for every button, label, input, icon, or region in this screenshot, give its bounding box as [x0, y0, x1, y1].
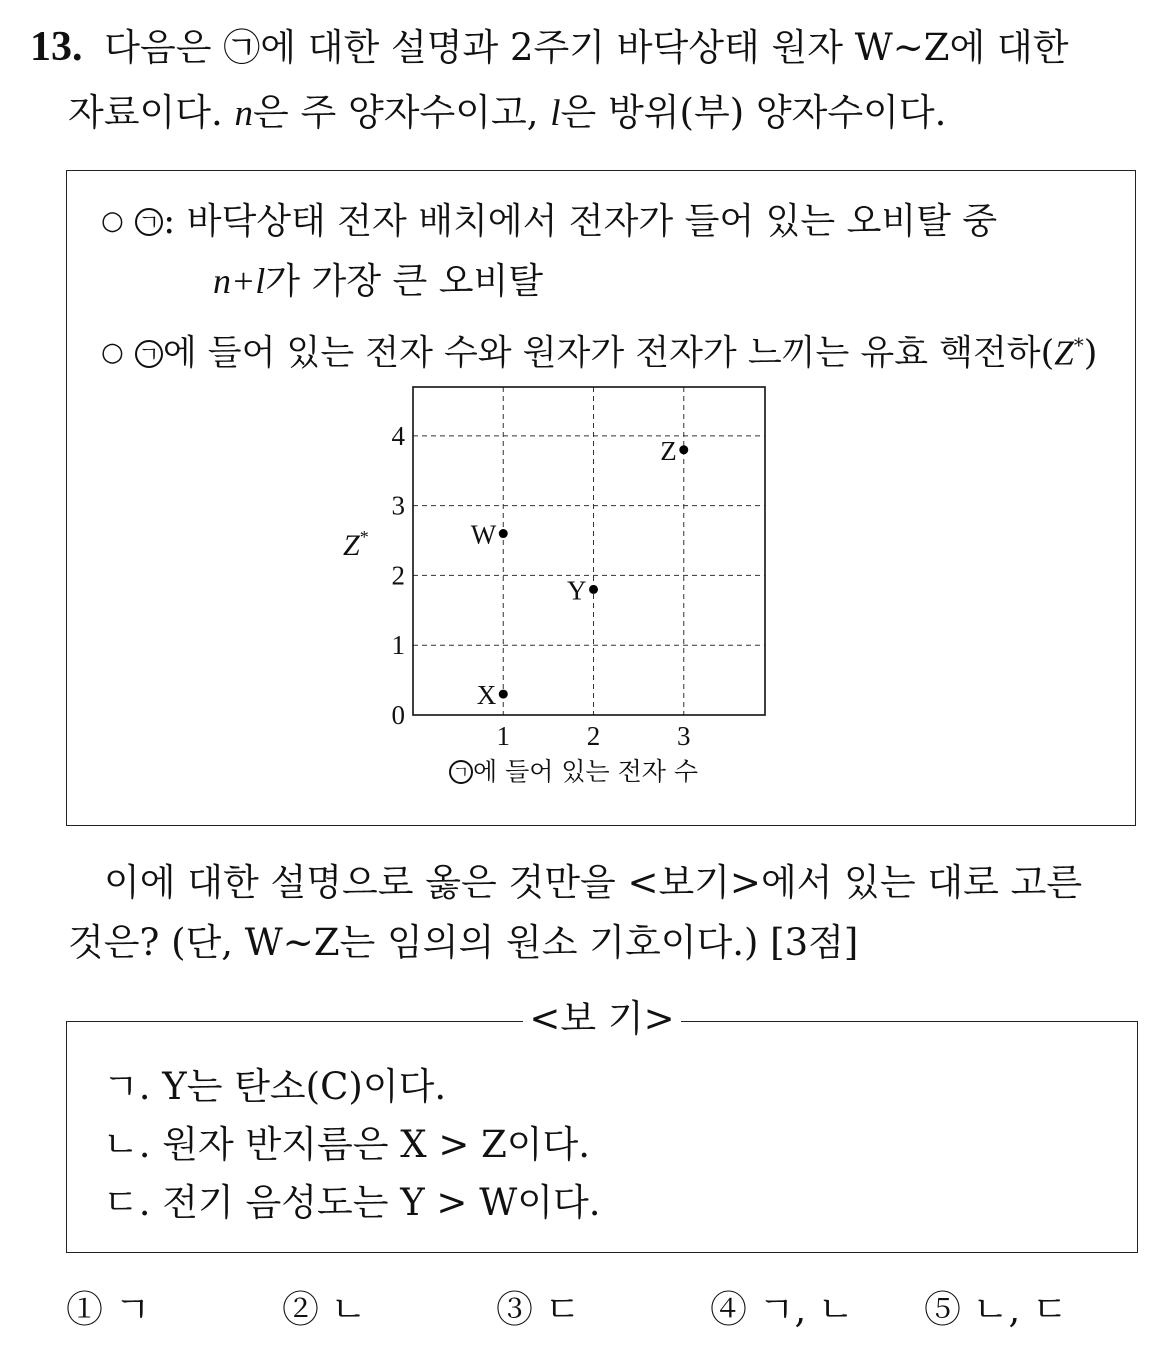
bogi-item-nieun: ㄴ. 원자 반지름은 X > Z이다. — [103, 1123, 591, 1166]
y-tick-label: 2 — [391, 560, 405, 591]
point-Y — [589, 585, 598, 594]
x-tick-label: 3 — [677, 721, 691, 751]
bogi-item-giyeok: ㄱ. Y는 탄소(C)이다. — [103, 1065, 447, 1108]
question-line-2 — [68, 88, 946, 139]
bogi-box — [66, 997, 1138, 1253]
principal-quantum-symbol: n — [234, 93, 253, 134]
point-W — [499, 529, 508, 538]
circled-giyeok-icon: ㄱ — [449, 760, 473, 784]
chart-grid — [413, 387, 765, 715]
point-Z — [679, 445, 688, 454]
choice-1[interactable]: ① ㄱ — [66, 1288, 151, 1331]
point-label-W: W — [470, 519, 497, 550]
choice-3[interactable]: ③ ㄷ — [496, 1288, 581, 1331]
bogi-title: <보 기> — [67, 994, 1137, 1044]
choice-2[interactable]: ② ㄴ — [282, 1288, 367, 1331]
x-tick-label: 2 — [586, 721, 601, 751]
y-tick-label: 1 — [391, 630, 405, 661]
question-text-2b: 은 주 양자수이고, — [253, 91, 539, 134]
info-box — [66, 170, 1136, 826]
bullet-2-text: 에 들어 있는 전자 수와 원자가 전자가 느끼는 유효 핵전하( — [162, 333, 1055, 374]
question-text-2c: 은 방위(부) 양자수이다. — [560, 91, 947, 134]
zeff-star: * — [1073, 333, 1084, 357]
prompt-line-2 — [68, 918, 858, 968]
y-axis-label: Z* — [343, 527, 369, 562]
circled-giyeok-icon: ㄱ — [135, 208, 163, 236]
prompt-line-1 — [104, 858, 1082, 908]
bullet-1-cont-text: 가 가장 큰 오비탈 — [265, 261, 544, 302]
choice-4[interactable]: ④ ㄱ, ㄴ — [710, 1288, 854, 1331]
point-label-Y: Y — [567, 575, 587, 606]
x-tick-label: 1 — [496, 721, 511, 751]
bullet-1-marker: ○ — [101, 206, 124, 236]
bullet-1-text: : 바닥상태 전자 배치에서 전자가 들어 있는 오비탈 중 — [163, 201, 998, 242]
question-text-1: 다음은 ㉠에 대한 설명과 2주기 바닥상태 원자 W~Z에 대한 — [104, 26, 1069, 69]
y-tick-label: 3 — [391, 490, 405, 521]
question-line-1 — [30, 22, 1068, 73]
azimuthal-quantum-symbol: l — [550, 93, 561, 134]
n-plus-l-expression: n+l — [213, 261, 266, 301]
prompt-text-1: 이에 대한 설명으로 옳은 것만을 <보기>에서 있는 대로 고른 — [104, 861, 1083, 904]
point-label-Z: Z — [660, 435, 677, 466]
x-axis-title — [449, 757, 698, 787]
x-axis-label: 에 들어 있는 전자 수 — [473, 757, 698, 786]
zeff-symbol: Z — [1054, 333, 1074, 373]
point-X — [499, 690, 508, 699]
y-tick-label: 0 — [391, 700, 405, 730]
y-tick-label: 4 — [391, 420, 405, 451]
bogi-item-digeut: ㄷ. 전기 음성도는 Y > W이다. — [103, 1181, 601, 1224]
bullet-2-marker: ○ — [101, 337, 124, 368]
circled-giyeok-icon: ㄱ — [135, 340, 163, 368]
prompt-text-2: 것은? (단, W~Z는 임의의 원소 기호이다.) [3점] — [68, 921, 859, 964]
chart-ticks — [392, 421, 691, 751]
scatter-chart — [67, 171, 1135, 825]
choice-5[interactable]: ⑤ ㄴ, ㄷ — [924, 1288, 1068, 1331]
point-label-X: X — [476, 680, 497, 711]
question-number: 13. — [30, 24, 83, 70]
bullet-2-close: ) — [1083, 333, 1098, 374]
question-text-2a: 자료이다. — [68, 91, 223, 134]
